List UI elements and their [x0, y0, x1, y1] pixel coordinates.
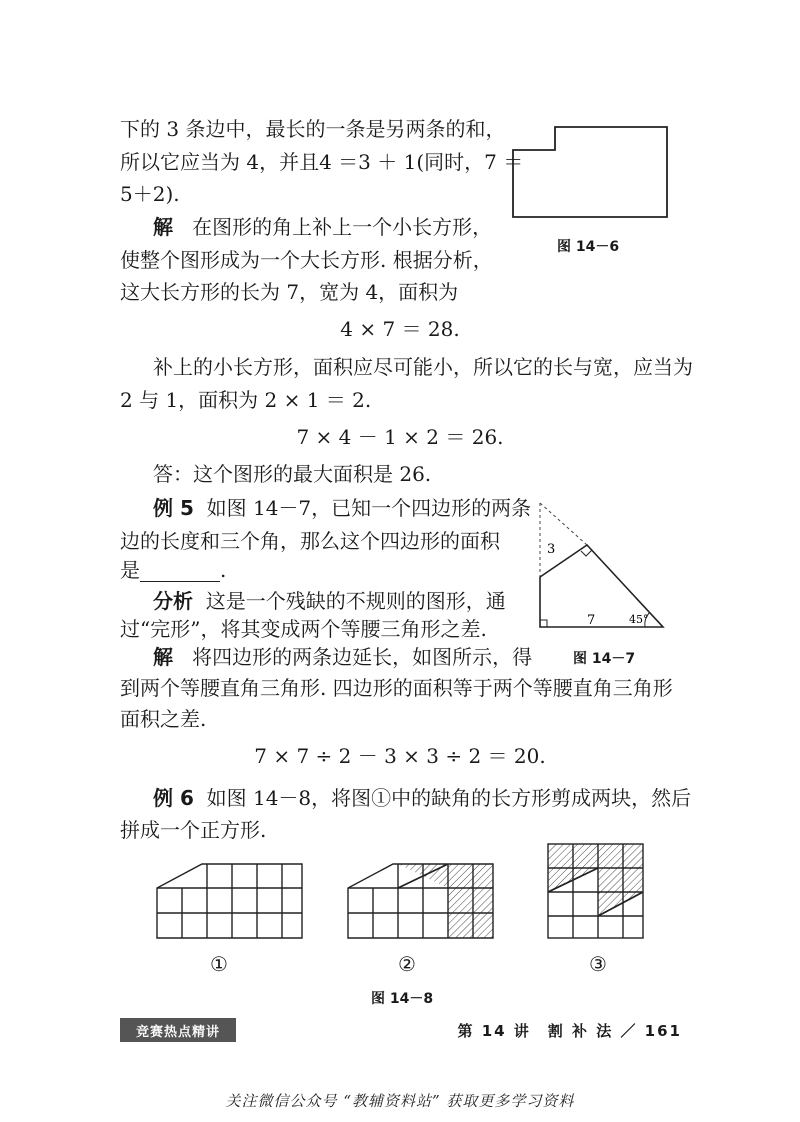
example-text: 如图 14－7，已知一个四边形的两条: [206, 496, 532, 520]
equation: 7 × 7 ÷ 2 － 3 × 3 ÷ 2 ＝ 20.: [254, 744, 546, 768]
equation: 7 × 4 － 1 × 2 ＝ 26.: [296, 425, 504, 449]
solution-label: 解: [153, 645, 173, 669]
footer-section-badge: 竞赛热点精讲: [120, 1018, 236, 1042]
solution-text: 在图形的角上补上一个小长方形，: [192, 215, 493, 239]
figure-14-8-sub2-label: ②: [398, 952, 416, 976]
text-span: 是: [120, 558, 140, 582]
watermark-text: 关注微信公众号 “教辅资料站” 获取更多学习资料: [225, 1092, 575, 1110]
figure-14-8-caption: 图 14－8: [371, 991, 434, 1007]
solution-text: 将四边形的两条边延长，如图所示，得: [192, 645, 533, 669]
example-label: 例 5: [153, 496, 194, 520]
analysis-label: 分析: [153, 589, 193, 613]
text-line: 使整个图形成为一个大长方形. 根据分析，: [120, 248, 493, 272]
text-line: 边的长度和三个角，那么这个四边形的面积: [120, 529, 500, 553]
right-angle-mark: [540, 620, 547, 627]
solution-label: 解: [153, 215, 173, 239]
dashed-extension-diagonal: [540, 503, 587, 545]
example-text: 如图 14－8，将图①中的缺角的长方形剪成两块，然后: [206, 786, 692, 810]
text-line: [120, 558, 226, 582]
answer-blank: [140, 561, 220, 582]
notched-rectangle: [513, 127, 667, 217]
example-label: 例 6: [153, 786, 194, 810]
text-line: 2 与 1，面积为 2 × 1 ＝ 2.: [120, 388, 372, 412]
text-line: 这大长方形的长为 7，宽为 4，面积为: [120, 280, 459, 304]
text-line: 下的 3 条边中，最长的一条是另两条的和，: [120, 117, 506, 141]
figure-14-7-caption: 图 14－7: [573, 651, 636, 667]
figure-14-6: [505, 120, 680, 225]
text-line: 所以它应当为 4，并且4 ＝3 ＋ 1(同时，7 ＝: [120, 150, 524, 174]
label-45: 45°: [629, 613, 649, 626]
footer-chapter-page: 第 14 讲 割 补 法 ／ 161: [457, 1022, 682, 1040]
text-span: .: [220, 558, 227, 582]
text-line: 面积之差.: [120, 707, 207, 731]
figure-14-8: [145, 838, 655, 948]
text-line: 过“完形”，将其变成两个等腰三角形之差.: [120, 617, 487, 641]
analysis-line: [153, 589, 506, 613]
text-line: 5＋2).: [120, 182, 180, 206]
fig-14-8-part1: [157, 864, 302, 938]
analysis-text: 这是一个残缺的不规则的图形，通: [205, 589, 506, 613]
fig-14-8-part2: [348, 864, 493, 938]
equation: 4 × 7 ＝ 28.: [340, 317, 460, 341]
right-angle-mark: [581, 550, 592, 556]
example-line: [153, 786, 691, 810]
figure-14-8-sub3-label: ③: [589, 952, 607, 976]
label-7: 7: [587, 613, 596, 628]
example-line: [153, 496, 531, 520]
figure-14-7: [525, 495, 670, 635]
text-line: 拼成一个正方形.: [120, 818, 267, 842]
fig-14-8-part3: [548, 844, 643, 938]
figure-14-8-sub1-label: ①: [210, 952, 228, 976]
figure-14-6-caption: 图 14－6: [557, 239, 620, 255]
label-3: 3: [547, 542, 556, 557]
text-line: 到两个等腰直角三角形. 四边形的面积等于两个等腰直角三角形: [120, 676, 673, 700]
solution-line: [153, 215, 492, 239]
solution-line: [153, 645, 532, 669]
answer-line: 答：这个图形的最大面积是 26.: [153, 462, 432, 486]
text-line: 补上的小长方形，面积应尽可能小，所以它的长与宽，应当为: [153, 355, 693, 379]
